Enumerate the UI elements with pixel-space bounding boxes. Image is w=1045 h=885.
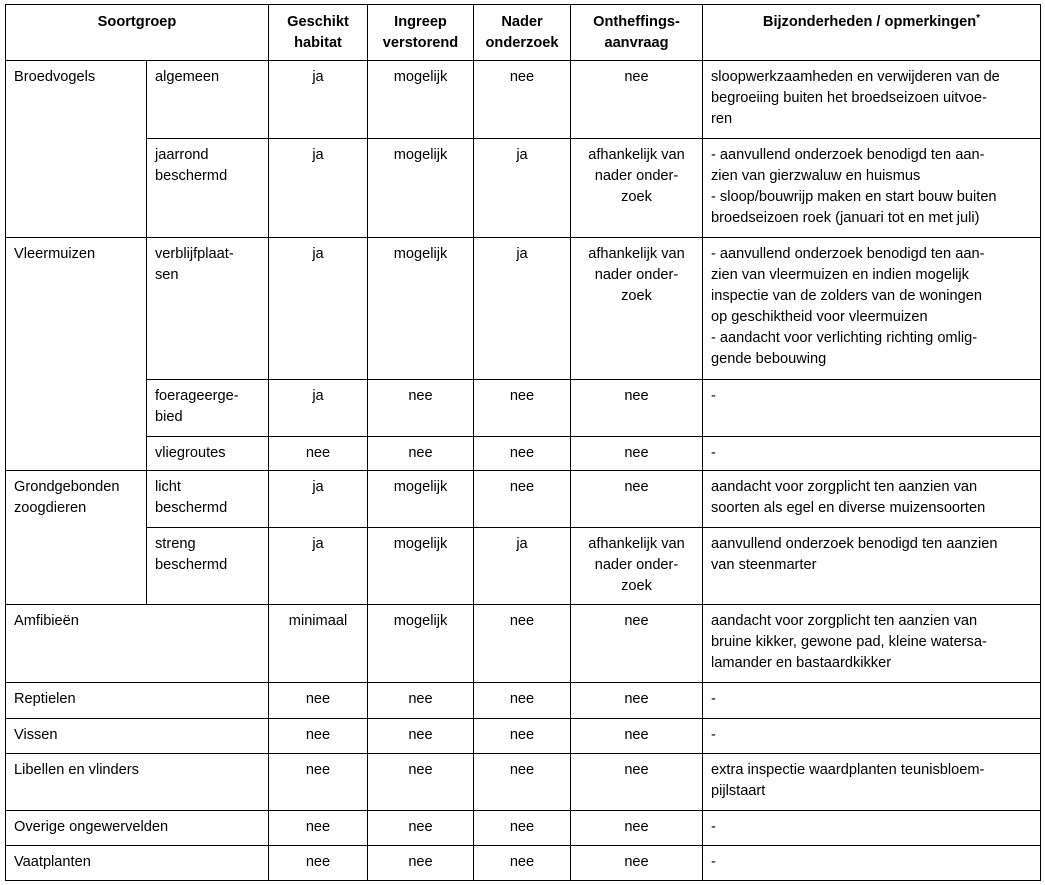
ingreep-cell: mogelijk bbox=[368, 238, 474, 380]
header-ontheffingsaanvraag: Ontheffings- aanvraag bbox=[571, 5, 703, 61]
habitat-cell: ja bbox=[269, 139, 368, 238]
habitat-cell: ja bbox=[269, 61, 368, 139]
ingreep-cell: mogelijk bbox=[368, 528, 474, 605]
ontheffing-cell: nee bbox=[571, 811, 703, 846]
table-row bbox=[6, 61, 1041, 139]
ontheffing-cell: nee bbox=[571, 605, 703, 683]
group-cell: Grondgebonden zoogdieren bbox=[6, 471, 147, 605]
subgroup-cell: jaarrond beschermd bbox=[147, 139, 269, 238]
group-cell: Libellen en vlinders bbox=[6, 754, 269, 811]
header-geschikt-habitat: Geschikt habitat bbox=[269, 5, 368, 61]
subgroup-cell: streng beschermd bbox=[147, 528, 269, 605]
subgroup-cell: vliegroutes bbox=[147, 437, 269, 471]
nader-cell: ja bbox=[474, 139, 571, 238]
group-cell: Vissen bbox=[6, 719, 269, 754]
ingreep-cell: nee bbox=[368, 754, 474, 811]
habitat-cell: ja bbox=[269, 471, 368, 528]
nader-cell: nee bbox=[474, 719, 571, 754]
notes-cell: sloopwerkzaamheden en verwijderen van de begroeiing buiten het broedseizoen uitvoe- ren bbox=[703, 61, 1041, 139]
ingreep-cell: nee bbox=[368, 846, 474, 881]
nader-cell: ja bbox=[474, 238, 571, 380]
ontheffing-cell: nee bbox=[571, 683, 703, 719]
notes-cell: aandacht voor zorgplicht ten aanzien van soorten als egel en diverse muizensoorten bbox=[703, 471, 1041, 528]
table-row bbox=[6, 471, 1041, 528]
notes-cell: - aanvullend onderzoek benodigd ten aan- zien van gierzwaluw en huismus - sloop/bouwrijp maken en start bouw buiten broedseizoen roek (januari tot en met juli) bbox=[703, 139, 1041, 238]
notes-cell: aanvullend onderzoek benodigd ten aanzien van steenmarter bbox=[703, 528, 1041, 605]
ingreep-cell: mogelijk bbox=[368, 61, 474, 139]
group-cell: Amfibieën bbox=[6, 605, 269, 683]
habitat-cell: minimaal bbox=[269, 605, 368, 683]
group-cell: Vleermuizen bbox=[6, 238, 147, 471]
ontheffing-cell: nee bbox=[571, 380, 703, 437]
table-row bbox=[6, 754, 1041, 811]
notes-cell: - bbox=[703, 683, 1041, 719]
habitat-cell: nee bbox=[269, 683, 368, 719]
ontheffing-cell: nee bbox=[571, 471, 703, 528]
nader-cell: nee bbox=[474, 683, 571, 719]
nader-cell: nee bbox=[474, 61, 571, 139]
header-nader-onderzoek: Nader onderzoek bbox=[474, 5, 571, 61]
notes-cell: - bbox=[703, 719, 1041, 754]
group-cell: Broedvogels bbox=[6, 61, 147, 238]
ontheffing-cell: nee bbox=[571, 719, 703, 754]
header-bijzonderheden-label: Bijzonderheden / opmerkingen bbox=[762, 14, 977, 30]
nader-cell: nee bbox=[474, 437, 571, 471]
group-cell: Reptielen bbox=[6, 683, 269, 719]
table-row bbox=[6, 528, 1041, 605]
habitat-cell: nee bbox=[269, 811, 368, 846]
ingreep-cell: nee bbox=[368, 437, 474, 471]
nader-cell: nee bbox=[474, 811, 571, 846]
subgroup-cell: foerageerge- bied bbox=[147, 380, 269, 437]
header-bijzonderheden bbox=[703, 5, 1041, 61]
notes-cell: aandacht voor zorgplicht ten aanzien van bruine kikker, gewone pad, kleine watersa- lamander en bastaardkikker bbox=[703, 605, 1041, 683]
ingreep-cell: nee bbox=[368, 811, 474, 846]
table-row bbox=[6, 719, 1041, 754]
table-row bbox=[6, 380, 1041, 437]
table-row bbox=[6, 846, 1041, 881]
footnote-mark: * bbox=[976, 13, 981, 24]
species-assessment-table bbox=[5, 4, 1041, 881]
habitat-cell: ja bbox=[269, 528, 368, 605]
header-soortgroep: Soortgroep bbox=[6, 5, 269, 61]
notes-cell: - bbox=[703, 437, 1041, 471]
nader-cell: ja bbox=[474, 528, 571, 605]
table-row bbox=[6, 683, 1041, 719]
habitat-cell: ja bbox=[269, 238, 368, 380]
table-row bbox=[6, 811, 1041, 846]
nader-cell: nee bbox=[474, 380, 571, 437]
group-cell: Overige ongewervelden bbox=[6, 811, 269, 846]
ontheffing-cell: nee bbox=[571, 61, 703, 139]
habitat-cell: nee bbox=[269, 846, 368, 881]
group-cell: Vaatplanten bbox=[6, 846, 269, 881]
table-row bbox=[6, 139, 1041, 238]
notes-cell: - bbox=[703, 380, 1041, 437]
table-row bbox=[6, 605, 1041, 683]
notes-cell: - bbox=[703, 846, 1041, 881]
header-row bbox=[6, 5, 1041, 61]
notes-cell: - aanvullend onderzoek benodigd ten aan- zien van vleermuizen en indien mogelijk inspectie van de zolders van de woningen op geschiktheid voor vleermuizen - aandacht voor verlichting richting omlig- gende bebouwing bbox=[703, 238, 1041, 380]
ingreep-cell: nee bbox=[368, 380, 474, 437]
ingreep-cell: mogelijk bbox=[368, 605, 474, 683]
notes-cell: extra inspectie waardplanten teunisbloem- pijlstaart bbox=[703, 754, 1041, 811]
subgroup-cell: verblijfplaat- sen bbox=[147, 238, 269, 380]
table-row bbox=[6, 238, 1041, 380]
table-row bbox=[6, 437, 1041, 471]
ontheffing-cell: nee bbox=[571, 754, 703, 811]
habitat-cell: nee bbox=[269, 754, 368, 811]
ontheffing-cell: afhankelijk van nader onder- zoek bbox=[571, 528, 703, 605]
header-ingreep-verstorend: Ingreep verstorend bbox=[368, 5, 474, 61]
ontheffing-cell: nee bbox=[571, 437, 703, 471]
subgroup-cell: algemeen bbox=[147, 61, 269, 139]
ingreep-cell: nee bbox=[368, 683, 474, 719]
nader-cell: nee bbox=[474, 471, 571, 528]
ontheffing-cell: afhankelijk van nader onder- zoek bbox=[571, 238, 703, 380]
nader-cell: nee bbox=[474, 754, 571, 811]
ingreep-cell: mogelijk bbox=[368, 471, 474, 528]
habitat-cell: nee bbox=[269, 719, 368, 754]
ingreep-cell: mogelijk bbox=[368, 139, 474, 238]
habitat-cell: nee bbox=[269, 437, 368, 471]
nader-cell: nee bbox=[474, 605, 571, 683]
ontheffing-cell: afhankelijk van nader onder- zoek bbox=[571, 139, 703, 238]
ingreep-cell: nee bbox=[368, 719, 474, 754]
subgroup-cell: licht beschermd bbox=[147, 471, 269, 528]
notes-cell: - bbox=[703, 811, 1041, 846]
ontheffing-cell: nee bbox=[571, 846, 703, 881]
nader-cell: nee bbox=[474, 846, 571, 881]
habitat-cell: ja bbox=[269, 380, 368, 437]
